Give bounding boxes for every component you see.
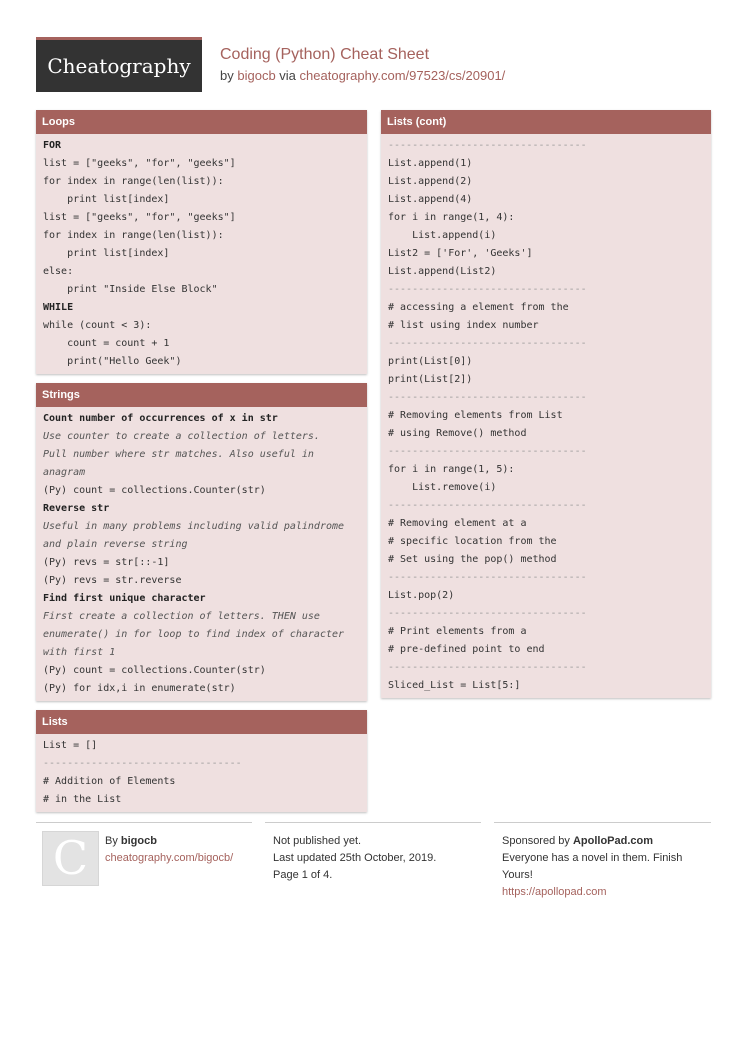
via-label: via — [279, 68, 296, 83]
lists-rows — [36, 734, 367, 812]
code-line: print list[index] — [43, 248, 170, 259]
by-label: by — [220, 68, 234, 83]
code-line: # in the List — [43, 794, 122, 805]
byline — [220, 68, 505, 83]
code-line: # pre-defined point to end — [388, 644, 545, 655]
sponsor-name[interactable]: ApolloPad.com — [572, 835, 654, 847]
code-line: while (count < 3): — [43, 320, 152, 331]
section-heading: Reverse str — [43, 503, 110, 514]
section-heading: WHILE — [43, 302, 74, 313]
code-line: print(List[2]) — [388, 374, 473, 385]
footer-sponsor-col — [494, 822, 711, 901]
footer — [36, 822, 711, 898]
code-line: # Print elements from a — [388, 626, 527, 637]
code-line: List.pop(2) — [388, 590, 455, 601]
code-line: # Removing elements from List — [388, 410, 563, 421]
footer-status-col — [265, 822, 481, 884]
logo-text: Cheatography — [47, 54, 191, 78]
separator-line: --------------------------------- — [388, 662, 587, 673]
lists-cont-rows — [381, 134, 711, 698]
loops-rows — [36, 134, 367, 374]
separator-line: --------------------------------- — [388, 284, 587, 295]
separator-line: --------------------------------- — [388, 392, 587, 403]
separator-line: --------------------------------- — [388, 446, 587, 457]
lists-cont-panel-title: Lists (cont) — [381, 110, 711, 134]
section-heading: Count number of occurrences of x in str — [43, 413, 278, 424]
lists-cont-panel — [381, 110, 711, 698]
code-line: print "Inside Else Block" — [43, 284, 218, 295]
code-line: count = count + 1 — [43, 338, 170, 349]
author-link[interactable]: bigocb — [237, 68, 276, 83]
sponsored-by-label: Sponsored by — [502, 835, 570, 847]
code-line: # specific location from the — [388, 536, 557, 547]
code-line: (Py) revs = str.reverse — [43, 575, 182, 586]
code-line: List.append(2) — [388, 176, 473, 187]
code-line: print(List[0]) — [388, 356, 473, 367]
code-line: for index in range(len(list)): — [43, 176, 224, 187]
code-line: list = ["geeks", "for", "geeks"] — [43, 158, 236, 169]
code-line: # Set using the pop() method — [388, 554, 557, 565]
loops-panel — [36, 110, 367, 374]
code-line: for i in range(1, 5): — [388, 464, 515, 475]
avatar — [42, 831, 99, 886]
footer-by-label: By — [105, 835, 118, 847]
code-line: Pull number where str matches. Also useful in — [43, 449, 314, 460]
separator-line: --------------------------------- — [388, 500, 587, 511]
code-line: # accessing a element from the — [388, 302, 569, 313]
code-line: List.remove(i) — [388, 482, 497, 493]
code-line: Useful in many problems including valid palindrome — [43, 521, 345, 532]
section-heading: FOR — [43, 140, 62, 151]
strings-panel — [36, 383, 367, 701]
code-line: List.append(i) — [388, 230, 497, 241]
strings-panel-title: Strings — [36, 383, 367, 407]
code-line: # using Remove() method — [388, 428, 527, 439]
code-line: (Py) count = collections.Counter(str) — [43, 665, 266, 676]
cheatography-logo[interactable] — [36, 37, 202, 92]
code-line: # Removing element at a — [388, 518, 527, 529]
loops-panel-title: Loops — [36, 110, 367, 134]
strings-rows — [36, 407, 367, 701]
code-line: (Py) revs = str[::-1] — [43, 557, 170, 568]
code-line: First create a collection of letters. THEN use — [43, 611, 320, 622]
code-line: List2 = ['For', 'Geeks'] — [388, 248, 533, 259]
code-line: # list using index number — [388, 320, 539, 331]
code-line: List.append(4) — [388, 194, 473, 205]
page-number-text: Page 1 of 4. — [273, 869, 333, 881]
sponsor-link[interactable]: https://apollopad.com — [502, 886, 607, 898]
last-updated-text: Last updated 25th October, 2019. — [273, 852, 437, 864]
separator-line: --------------------------------- — [43, 758, 242, 769]
code-line: with first 1 — [43, 647, 116, 658]
code-line: print list[index] — [43, 194, 170, 205]
footer-author-link[interactable]: cheatography.com/bigocb/ — [105, 852, 234, 864]
code-line: Use counter to create a collection of letters. — [43, 431, 320, 442]
separator-line: --------------------------------- — [388, 140, 587, 151]
code-line: else: — [43, 266, 74, 277]
code-line: List = [] — [43, 740, 98, 751]
code-line: and plain reverse string — [43, 539, 188, 550]
code-line: for index in range(len(list)): — [43, 230, 224, 241]
footer-author-name[interactable]: bigocb — [120, 835, 157, 847]
code-line: enumerate() in for loop to find index of character — [43, 629, 345, 640]
code-line: (Py) for idx,i in enumerate(str) — [43, 683, 236, 694]
code-line: anagram — [43, 467, 86, 478]
separator-line: --------------------------------- — [388, 338, 587, 349]
lists-panel — [36, 710, 367, 812]
sheet-url-link[interactable]: cheatography.com/97523/cs/20901/ — [299, 68, 506, 83]
code-line: List.append(List2) — [388, 266, 497, 277]
code-line: list = ["geeks", "for", "geeks"] — [43, 212, 236, 223]
avatar-letter: C — [52, 831, 89, 885]
code-line: (Py) count = collections.Counter(str) — [43, 485, 266, 496]
page-title: Coding (Python) Cheat Sheet — [220, 46, 430, 63]
separator-line: --------------------------------- — [388, 608, 587, 619]
code-line: for i in range(1, 4): — [388, 212, 515, 223]
sponsor-text: Everyone has a novel in them. Finish Yours! — [502, 852, 683, 881]
separator-line: --------------------------------- — [388, 572, 587, 583]
code-line: print("Hello Geek") — [43, 356, 182, 367]
code-line: # Addition of Elements — [43, 776, 176, 787]
not-published-text: Not published yet. — [273, 835, 362, 847]
section-heading: Find first unique character — [43, 593, 206, 604]
footer-author-col — [36, 822, 252, 893]
code-line: List.append(1) — [388, 158, 473, 169]
code-line: Sliced_List = List[5:] — [388, 680, 521, 691]
lists-panel-title: Lists — [36, 710, 367, 734]
